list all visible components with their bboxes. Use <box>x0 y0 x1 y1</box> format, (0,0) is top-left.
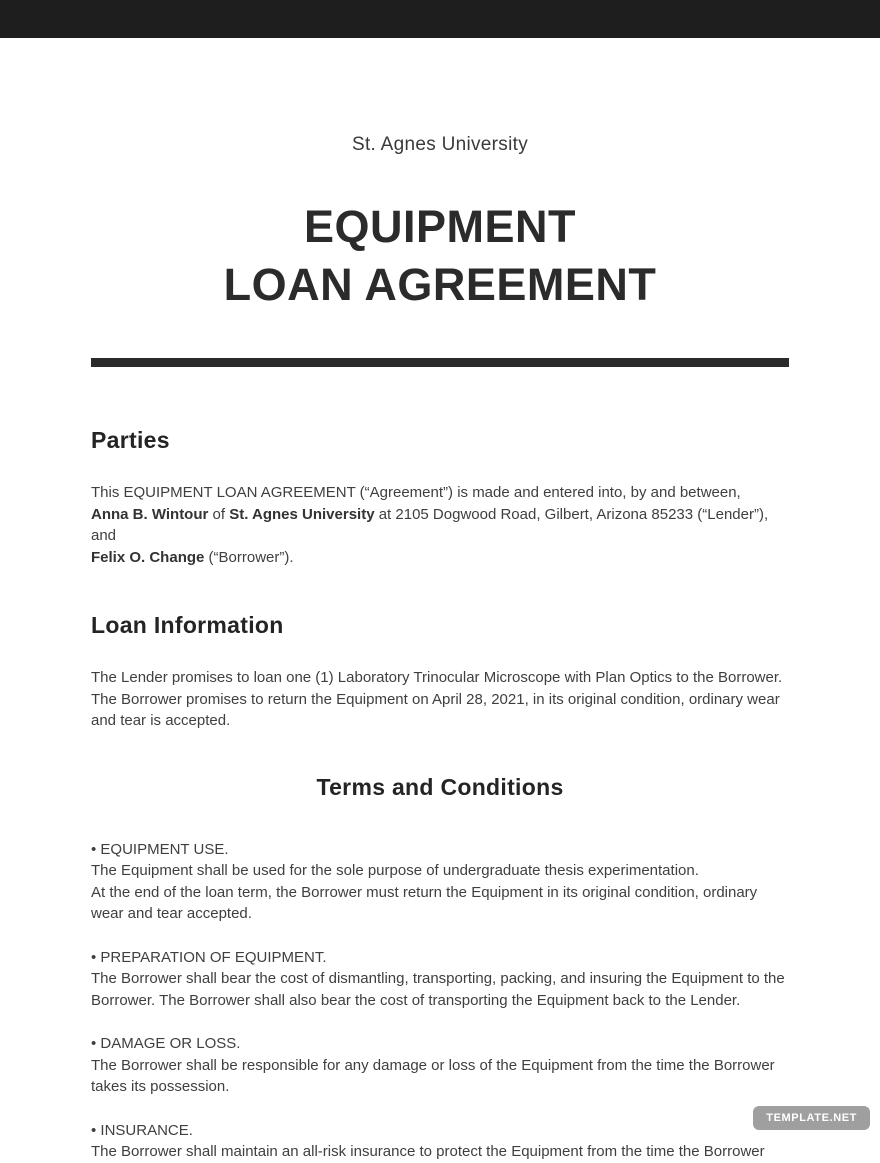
parties-heading: Parties <box>91 427 170 453</box>
term-text: The Equipment shall be used for the sole purpose of undergraduate thesis experimentation. <box>91 862 699 879</box>
loan-information-heading: Loan Information <box>91 612 284 638</box>
title-divider <box>91 358 789 367</box>
loan-info-line2: The Borrower promises to return the Equipment on April 28, 2021, in its original condition, ordinary wear and tear is accepted. <box>91 690 780 729</box>
template-net-watermark <box>753 1106 870 1130</box>
parties-address-text: at 2105 Dogwood Road, Gilbert, Arizona 85233 (“Lender”), and <box>91 505 769 544</box>
watermark-label: TEMPLATE.NET <box>766 1112 857 1124</box>
parties-borrower-label: (“Borrower”). <box>208 548 294 566</box>
term-equipment-use <box>91 839 789 925</box>
term-title: • INSURANCE. <box>91 1121 193 1139</box>
document-title <box>91 198 789 314</box>
term-text: The Borrower shall maintain an all-risk insurance to protect the Equipment from the time the Borrower <box>91 1143 765 1160</box>
lender-organization: St. Agnes University <box>229 505 375 523</box>
term-preparation-of-equipment <box>91 947 789 1012</box>
term-text: The Borrower shall bear the cost of dismantling, transporting, packing, and insuring the Equipment to the Borrower. The Borrower shall also bear the cost of transporting the Equipment back to the Lender. <box>91 970 785 1009</box>
loan-info-line1: The Lender promises to loan one (1) Laboratory Trinocular Microscope with Plan Optics to the Borrower. <box>91 669 783 686</box>
parties-line1: This EQUIPMENT LOAN AGREEMENT (“Agreement”) is made and entered into, by and between, <box>91 484 741 501</box>
term-title: • PREPARATION OF EQUIPMENT. <box>91 948 327 966</box>
document-page <box>0 134 880 1163</box>
borrower-name: Felix O. Change <box>91 548 205 566</box>
loan-information-paragraph <box>91 667 789 732</box>
term-damage-or-loss <box>91 1033 789 1098</box>
term-title: • EQUIPMENT USE. <box>91 840 229 858</box>
parties-line3 <box>91 547 789 569</box>
top-accent-bar <box>0 0 880 38</box>
term-title: • DAMAGE OR LOSS. <box>91 1035 241 1052</box>
term-insurance <box>91 1120 789 1163</box>
document-title-line1: EQUIPMENT <box>303 201 577 252</box>
lender-name: Anna B. Wintour <box>91 505 209 523</box>
document-title-line2: LOAN AGREEMENT <box>223 259 657 310</box>
parties-line2 <box>91 504 789 547</box>
organization-name: St. Agnes University <box>351 134 529 155</box>
term-text: At the end of the loan term, the Borrower must return the Equipment in its original condition, ordinary wear and tear accepted. <box>91 883 758 922</box>
parties-paragraph <box>91 482 789 568</box>
parties-of-text: of <box>212 505 226 523</box>
term-text: The Borrower shall be responsible for any damage or loss of the Equipment from the time the Borrower takes its possession. <box>91 1056 775 1095</box>
terms-and-conditions-heading: Terms and Conditions <box>316 773 564 800</box>
